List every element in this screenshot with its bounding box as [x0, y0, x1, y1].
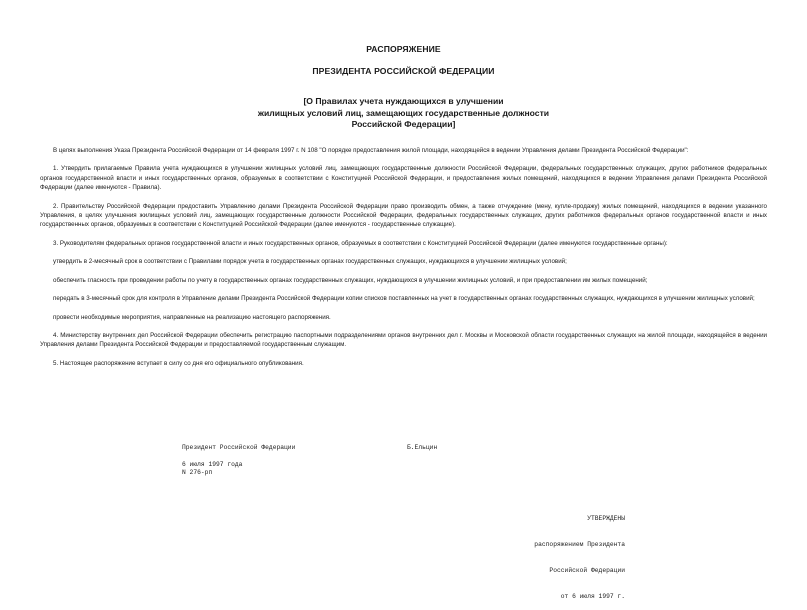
signature-date: 6 июля 1997 года	[182, 461, 243, 468]
approval-line: распоряжением Президента	[534, 540, 625, 548]
clause-2-paragraph: 2. Правительству Российской Федерации предоставить Управлению делами Президента Российской Федерации право производить обмен, а также отчуждение (мену, купле-продажу) жилых помещений, находящихся в ведении указанного Управления, в целях улучшения жилищных условий лиц, замещающих государственные должности Российской Федерации, федеральных государственных служащих, других работников федеральных органов государственной власти и иных государственных органов, образуемых в соответствии с Конституцией Российской Федерации (далее именуются - государственные служащие).	[40, 202, 767, 229]
clause-4-paragraph: 4. Министерству внутренних дел Российской Федерации обеспечить регистрацию паспортными подразделениями органов внутренних дел г. Москвы и Московской области государственных служащих на жилой площади, находящейся в ведении Управления делами Президента Российской Федерации и предоставляемой государственным служащим.	[40, 332, 767, 349]
document-subject	[0, 96, 807, 131]
clause-3-item: провести необходимые мероприятия, направленные на реализацию настоящего распоряжения.	[53, 313, 331, 321]
approval-line: Российской Федерации	[549, 566, 625, 574]
document-issuer: ПРЕЗИДЕНТА РОССИЙСКОЙ ФЕДЕРАЦИИ	[312, 66, 495, 76]
clause-3-item: передать в 3-месячный срок для контроля в Управление делами Президента Российской Федерации копии списков поставленных на учет в государственных органах государственных служащих, нуждающихся в улучшении жилищных условий;	[53, 295, 755, 303]
approval-line: от 6 июля 1997 г.	[560, 592, 625, 600]
order-number: N 276-рп	[182, 469, 213, 476]
document-body	[40, 146, 767, 377]
subject-line: [О Правилах учета нуждающихся в улучшении	[303, 96, 504, 106]
signatory-role: Президент Российской Федерации	[182, 444, 296, 451]
approval-stamp	[534, 498, 625, 610]
subject-line: Российской Федерации]	[351, 119, 456, 129]
approval-line: УТВЕРЖДЕНЫ	[587, 515, 625, 523]
clause-3-item: утвердить в 2-месячный срок в соответствии с Правилами порядок учета в государственных органах государственных служащих, нуждающихся в улучшении жилищных условий;	[53, 258, 567, 266]
signatory-name: Б.Ельцин	[407, 444, 438, 451]
clause-5-paragraph: 5. Настоящее распоряжение вступает в силу со дня его официального опубликования.	[53, 359, 304, 367]
document-title: РАСПОРЯЖЕНИЕ	[366, 44, 441, 54]
clause-3-paragraph: 3. Руководителям федеральных органов государственной власти и иных государственных органов, образуемых в соответствии с Конституцией Российской Федерации (далее именуются государственные органы):	[53, 239, 668, 247]
clause-3-item: обеспечить гласность при проведении работы по учету в государственных органах государственных служащих, нуждающихся в улучшении жилищных условий, и при предоставлении им жилых помещений;	[53, 276, 648, 284]
preamble-paragraph: В целях выполнения Указа Президента Российской Федерации от 14 февраля 1997 г. N 108 "О порядке предоставления жилой площади, находящейся в ведении Управления делами Президента Российской Федерации":	[53, 147, 689, 154]
subject-line: жилищных условий лиц, замещающих государственные должности	[257, 107, 550, 118]
clause-1-paragraph: 1. Утвердить прилагаемые Правила учета нуждающихся в улучшении жилищных условий лиц, замещающих государственные должности Российской Федерации, федеральных государственных служащих, других работников федеральных органов государственной власти и иных государственных органов, образуемых в соответствии с Конституцией Российской Федерации, и предоставления жилых помещений, находящихся в ведении Управления делами Президента Российской Федерации (далее именуются - Правила).	[40, 165, 767, 192]
